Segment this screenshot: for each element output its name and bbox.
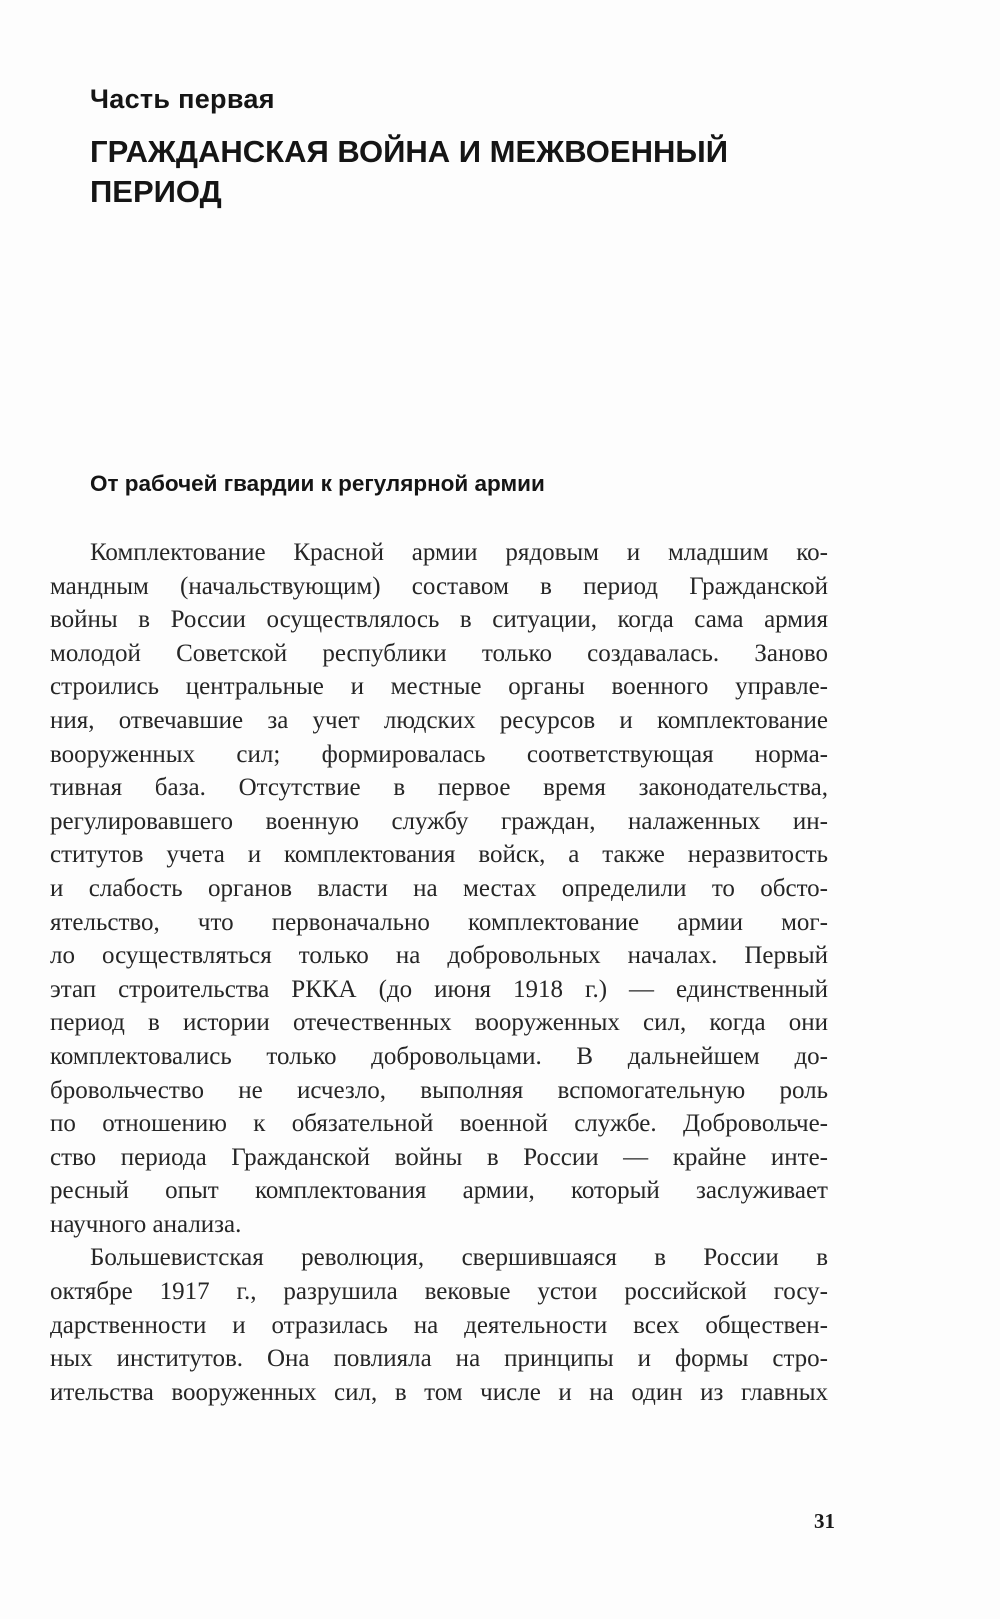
text-line: комплектовались только добровольцами. В дальнейшем до- — [50, 1042, 828, 1070]
part-title-line: ПЕРИОД — [90, 174, 222, 209]
text-line: этап строительства РККА (до июня 1918 г.) — единственный — [50, 975, 828, 1003]
text-line: ститутов учета и комплектования войск, а также неразвитость — [50, 841, 828, 869]
text-line: Большевистская революция, свершившаяся в России в — [90, 1244, 828, 1272]
text-line: ресный опыт комплектования армии, который заслуживает — [50, 1177, 828, 1205]
part-title — [90, 132, 810, 212]
text-line: тивная база. Отсутствие в первое время законодательства, — [50, 774, 828, 802]
text-line: мандным (начальствующим) составом в период Гражданской — [50, 572, 828, 600]
paragraph-2 — [50, 1241, 828, 1409]
page-number: 31 — [814, 1509, 835, 1533]
body-text — [50, 536, 828, 1409]
text-line: бровольчество не исчезло, выполняя вспомогательную роль — [50, 1076, 828, 1104]
text-line: строились центральные и местные органы военного управле- — [50, 673, 828, 701]
text-line: научного анализа. — [50, 1210, 242, 1238]
part-title-line: ГРАЖДАНСКАЯ ВОЙНА И МЕЖВОЕННЫЙ — [90, 134, 728, 169]
text-line: и слабость органов власти на местах определили то обсто- — [50, 874, 828, 902]
text-line: ных институтов. Она повлияла на принципы и формы стро- — [50, 1345, 828, 1373]
text-line: по отношению к обязательной военной службе. Добровольче- — [50, 1110, 828, 1138]
text-line: регулировавшего военную службу граждан, налаженных ин- — [50, 807, 828, 835]
text-line: ния, отвечавшие за учет людских ресурсов и комплектование — [50, 706, 828, 734]
text-line: молодой Советской республики только создавалась. Заново — [50, 639, 828, 667]
text-line: дарственности и отразилась на деятельности всех обществен- — [50, 1311, 828, 1339]
text-line: октябре 1917 г., разрушила вековые устои российской госу- — [50, 1278, 828, 1306]
part-label: Часть первая — [90, 84, 275, 114]
paragraph-1 — [50, 536, 828, 1241]
text-line: вооруженных сил; формировалась соответствующая норма- — [50, 740, 828, 768]
text-line: ятельство, что первоначально комплектование армии мог- — [50, 908, 828, 936]
text-line: ло осуществляться только на добровольных началах. Первый — [50, 942, 828, 970]
text-line: ство периода Гражданской войны в России — крайне инте- — [50, 1143, 828, 1171]
text-line: войны в России осуществлялось в ситуации, когда сама армия — [50, 606, 828, 634]
section-heading: От рабочей гвардии к регулярной армии — [90, 471, 545, 496]
text-line: период в истории отечественных вооруженных сил, когда они — [50, 1009, 828, 1037]
text-line: Комплектование Красной армии рядовым и младшим ко- — [90, 539, 828, 566]
text-line: ительства вооруженных сил, в том числе и на один из главных — [50, 1378, 828, 1406]
